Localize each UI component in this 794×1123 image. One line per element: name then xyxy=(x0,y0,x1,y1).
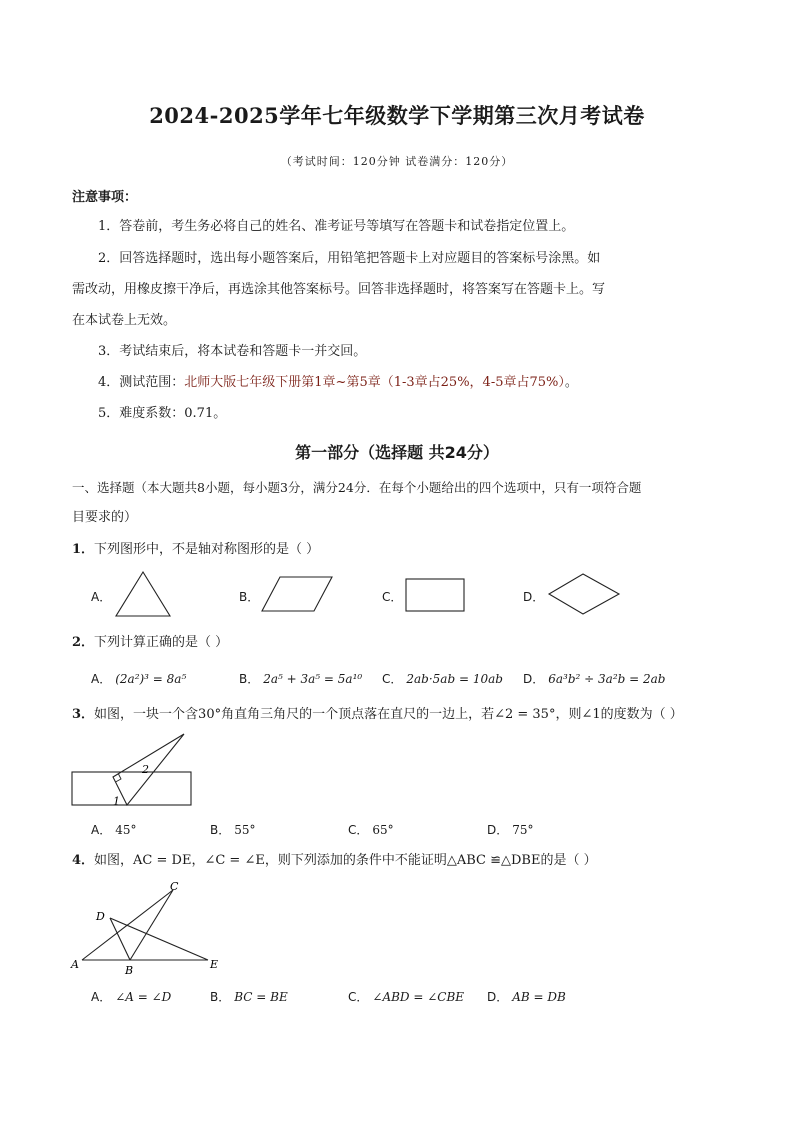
q2-option-a-text: (2a²)³ = 8a⁵ xyxy=(115,672,187,686)
q2-option-d-text: 6a³b² ÷ 3a²b = 2ab xyxy=(548,672,666,686)
q1-option-d[interactable] xyxy=(523,588,548,605)
q4-option-a-label: A． xyxy=(91,990,112,1004)
notice-heading: 注意事项： xyxy=(72,190,138,205)
q2-option-b-label: B． xyxy=(239,672,260,686)
q4-option-a-text: ∠A = ∠D xyxy=(115,990,172,1004)
q4-option-b[interactable] xyxy=(210,988,288,1005)
notice-item-4-suffix: 。 xyxy=(564,375,578,390)
q2-option-d-label: D． xyxy=(523,672,545,686)
notice-item-5: 5．难度系数：0.71。 xyxy=(98,406,227,421)
parallelogram-shape-icon xyxy=(260,575,336,615)
exam-title: 2024-2025学年七年级数学下学期第三次月考试卷 xyxy=(149,103,645,128)
ruler-triangle-figure xyxy=(70,732,195,810)
q2-option-a[interactable] xyxy=(91,670,186,687)
question-1-number: 1． xyxy=(72,542,95,557)
q3-option-d[interactable] xyxy=(487,821,534,838)
q4-option-b-label: B． xyxy=(210,990,231,1004)
q4-option-d[interactable] xyxy=(487,988,566,1005)
q4-option-d-text: AB = DB xyxy=(512,990,566,1004)
exam-subtitle: （考试时间：120分钟 试卷满分：120分） xyxy=(280,155,514,168)
q1-option-b-label: B． xyxy=(239,590,260,604)
notice-item-2-line-2: 需改动，用橡皮擦干净后，再选涂其他答案标号。回答非选择题时，将答案写在答题卡上。写 xyxy=(72,282,606,297)
notice-item-3: 3．考试结束后，将本试卷和答题卡一并交回。 xyxy=(98,344,367,359)
question-3 xyxy=(72,705,683,725)
question-3-number: 3． xyxy=(72,707,95,722)
section-intro-line-1: 一、选择题（本大题共8小题，每小题3分，满分24分．在每个小题给出的四个选项中，只有一项符合题 xyxy=(72,480,642,495)
section-intro-line-2: 目要求的） xyxy=(72,510,138,525)
angle-1-label: 1 xyxy=(113,795,120,808)
notice-item-4-range: 北师大版七年级下册第1章~第5章（1-3章占25%，4-5章占75%） xyxy=(184,375,565,390)
q3-option-b[interactable] xyxy=(210,821,256,838)
point-b-label: B xyxy=(125,964,134,977)
q3-option-d-text: 75° xyxy=(512,823,534,837)
notice-item-4 xyxy=(98,373,578,393)
q4-option-c-text: ∠ABD = ∠CBE xyxy=(372,990,465,1004)
point-a-label: A xyxy=(71,958,79,971)
triangle-shape-icon xyxy=(114,570,174,620)
question-3-text: 如图，一块一个含30°角直角三角尺的一个顶点落在直尺的一边上，若∠2 = 35°，则∠1的度数为（ ） xyxy=(94,707,683,722)
q4-option-c-label: C． xyxy=(348,990,369,1004)
q3-option-d-label: D． xyxy=(487,823,509,837)
q2-option-c-text: 2ab·5ab = 10ab xyxy=(406,672,503,686)
q2-option-c[interactable] xyxy=(382,670,503,687)
q3-option-c-text: 65° xyxy=(372,823,394,837)
q2-option-c-label: C． xyxy=(382,672,403,686)
question-2 xyxy=(72,633,228,653)
question-1-text: 下列图形中，不是轴对称图形的是（ ） xyxy=(94,542,320,557)
q1-option-c[interactable] xyxy=(382,588,406,605)
notice-item-2-line-3: 在本试卷上无效。 xyxy=(72,313,177,328)
rhombus-shape-icon xyxy=(547,572,623,618)
q3-option-b-label: B． xyxy=(210,823,231,837)
point-c-label: C xyxy=(170,880,179,893)
angle-2-label: 2 xyxy=(142,763,149,776)
q3-option-c[interactable] xyxy=(348,821,394,838)
question-2-number: 2． xyxy=(72,635,95,650)
question-1 xyxy=(72,540,319,560)
point-e-label: E xyxy=(210,958,219,971)
q3-option-a[interactable] xyxy=(91,821,137,838)
q2-option-a-label: A． xyxy=(91,672,112,686)
q2-option-b[interactable] xyxy=(239,670,362,687)
question-2-text: 下列计算正确的是（ ） xyxy=(94,635,229,650)
q1-option-d-label: D． xyxy=(523,590,545,604)
q3-option-c-label: C． xyxy=(348,823,369,837)
notice-item-2-line-1: 2．回答选择题时，选出每小题答案后，用铅笔把答题卡上对应题目的答案标号涂黑。如 xyxy=(98,251,601,266)
question-4-text: 如图，AC = DE，∠C = ∠E，则下列添加的条件中不能证明△ABC ≌△DBE的是（ ） xyxy=(94,853,597,868)
q4-option-b-text: BC = BE xyxy=(234,990,288,1004)
notice-item-1: 1．答卷前，考生务必将自己的姓名、准考证号等填写在答题卡和试卷指定位置上。 xyxy=(98,219,575,234)
q3-option-b-text: 55° xyxy=(234,823,256,837)
q2-option-d[interactable] xyxy=(523,670,665,687)
q4-option-c[interactable] xyxy=(348,988,464,1005)
q4-option-d-label: D． xyxy=(487,990,509,1004)
q1-option-a-label: A． xyxy=(91,590,112,604)
rectangle-shape-icon xyxy=(404,577,468,615)
q1-option-c-label: C． xyxy=(382,590,403,604)
notice-item-4-prefix: 4．测试范围： xyxy=(98,375,185,390)
section-title: 第一部分（选择题 共24分） xyxy=(295,443,499,462)
question-4-number: 4． xyxy=(72,853,95,868)
question-4 xyxy=(72,851,597,871)
q2-option-b-text: 2a⁵ + 3a⁵ = 5a¹⁰ xyxy=(263,672,363,686)
point-d-label: D xyxy=(96,910,105,923)
q4-option-a[interactable] xyxy=(91,988,171,1005)
q3-option-a-text: 45° xyxy=(115,823,137,837)
q1-option-a[interactable] xyxy=(91,588,115,605)
triangle-abc-dbe-figure xyxy=(68,878,228,978)
q3-option-a-label: A． xyxy=(91,823,112,837)
